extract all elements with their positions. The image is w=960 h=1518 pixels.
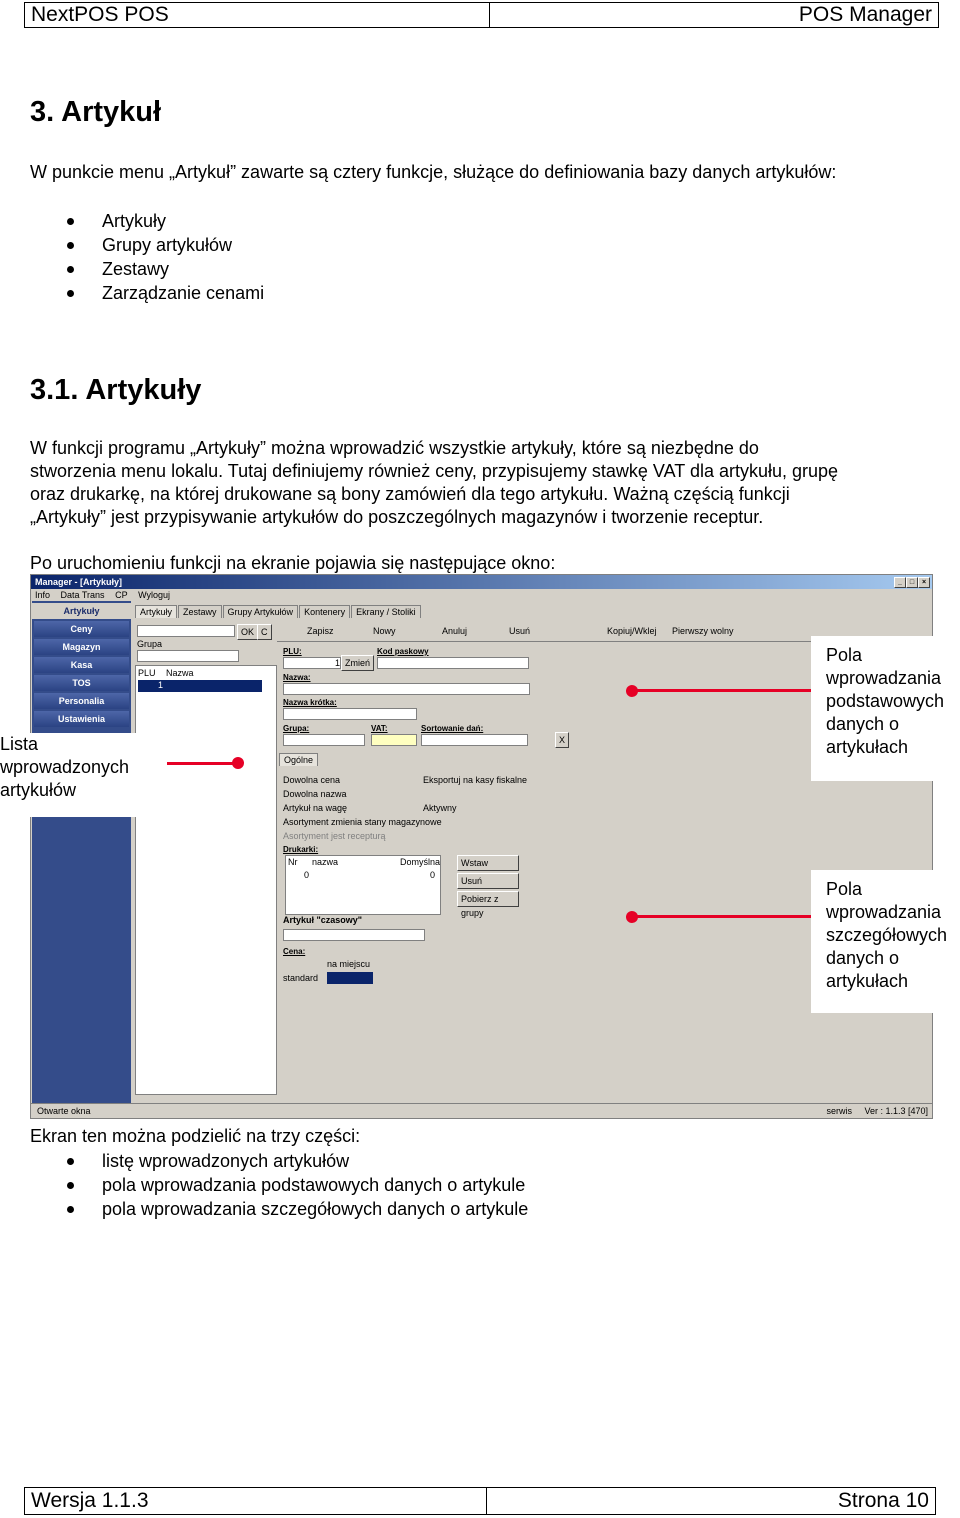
- paragraph-line: W funkcji programu „Artykuły” można wprowadzić wszystkie artykuły, które są niezbędne do: [30, 438, 759, 458]
- list-item: Zestawy: [30, 257, 264, 281]
- sidebar-item-ceny[interactable]: Ceny: [34, 621, 129, 637]
- col-nr: Nr: [288, 857, 298, 867]
- list-header-plu: PLU: [138, 668, 156, 678]
- tab-bar: [135, 605, 422, 619]
- section-list: [30, 209, 264, 305]
- callout-line: wprowadzonych: [0, 757, 130, 777]
- search-input[interactable]: [137, 625, 235, 637]
- sidebar-item-ustawienia[interactable]: Ustawienia: [34, 711, 129, 727]
- section-intro: W punkcie menu „Artykuł” zawarte są cztery funkcje, służące do definiowania bazy danych artykułów:: [30, 162, 837, 182]
- pointer-line-bottom: [632, 915, 811, 918]
- price-col-header: na miejscu: [327, 959, 373, 971]
- list-item: pola wprowadzania podstawowych danych o artykule: [30, 1173, 528, 1197]
- status-bar: [31, 1103, 932, 1118]
- copy-paste-button[interactable]: Kopiuj/Wklej: [607, 626, 657, 636]
- footer-version: Wersja 1.1.3: [25, 1488, 487, 1514]
- window-intro: Po uruchomieniu funkcji na ekranie pojawia się następujące okno:: [30, 553, 556, 573]
- first-free-checkbox[interactable]: Pierwszy wolny: [672, 626, 734, 636]
- group-label: Grupa:: [283, 724, 310, 733]
- callout-line: danych o: [826, 948, 900, 968]
- callout-line: szczegółowych: [826, 925, 948, 945]
- summary-list: [30, 1149, 528, 1221]
- free-price-checkbox[interactable]: Dowolna cena: [283, 775, 341, 785]
- callout-line: Pola: [826, 879, 863, 899]
- timed-checkbox[interactable]: Artykuł "czasowy": [283, 915, 363, 925]
- open-windows-button[interactable]: Otwarte okna: [37, 1106, 91, 1116]
- callout-line: artykułach: [826, 971, 909, 991]
- minimize-icon[interactable]: _: [894, 577, 906, 588]
- active-checkbox[interactable]: Aktywny: [423, 803, 457, 813]
- clear-sort-button[interactable]: X: [555, 732, 569, 748]
- sort-select[interactable]: [421, 734, 528, 746]
- sidebar-item-artykuly[interactable]: Artykuły: [32, 603, 131, 619]
- header-right: POS Manager: [798, 3, 932, 26]
- grupa-label: Grupa: [137, 639, 163, 649]
- callout-line: artykułach: [826, 737, 909, 757]
- clear-button[interactable]: C: [257, 624, 272, 640]
- tab-artykuly[interactable]: Artykuły: [135, 605, 177, 618]
- kod-label: Kod paskowy: [377, 647, 429, 656]
- pointer-line-left: [167, 762, 237, 765]
- section-title: 3. Artykuł: [30, 96, 162, 128]
- list-item: Zarządzanie cenami: [30, 281, 264, 305]
- list-item: Grupy artykułów: [30, 233, 264, 257]
- window-titlebar: [31, 575, 932, 589]
- export-checkbox[interactable]: Eksportuj na kasy fiskalne: [423, 775, 528, 785]
- pointer-line-top: [632, 689, 811, 692]
- maximize-icon[interactable]: □: [906, 577, 918, 588]
- sidebar-item-personalia[interactable]: Personalia: [34, 693, 129, 709]
- summary-intro: Ekran ten można podzielić na trzy części:: [30, 1126, 361, 1146]
- list-item: pola wprowadzania szczegółowych danych o artykule: [30, 1197, 528, 1221]
- price-label: Cena:: [283, 947, 306, 956]
- group-select[interactable]: [283, 734, 365, 746]
- app-screenshot: [30, 574, 933, 1119]
- paragraph-line: stworzenia menu lokalu. Tutaj definiujemy również ceny, przypisujemy stawkę VAT dla artykułu, grupę: [30, 461, 839, 481]
- page-footer: [24, 1487, 936, 1515]
- sidebar-item-magazyn[interactable]: Magazyn: [34, 639, 129, 655]
- short-name-field[interactable]: [283, 708, 417, 720]
- weight-checkbox[interactable]: Artykuł na wagę: [283, 803, 348, 813]
- name-field[interactable]: [283, 683, 530, 695]
- vat-label: VAT:: [371, 724, 388, 733]
- close-icon[interactable]: ×: [918, 577, 930, 588]
- page-header: [24, 2, 939, 28]
- list-item: listę wprowadzonych artykułów: [30, 1149, 528, 1173]
- printers-table[interactable]: [285, 855, 441, 915]
- grupa-select[interactable]: [137, 650, 239, 662]
- fetch-group-button[interactable]: Pobierz z grupy: [457, 891, 519, 907]
- cancel-button[interactable]: Anuluj: [442, 626, 468, 636]
- footer-page: Strona 10: [837, 1489, 929, 1512]
- recipe-checkbox[interactable]: Asortyment jest recepturą: [283, 831, 386, 841]
- tab-ogolne[interactable]: Ogólne: [279, 753, 318, 766]
- subsection-paragraph: [30, 437, 935, 529]
- tab-zestawy[interactable]: Zestawy: [178, 605, 222, 618]
- printers-label: Drukarki:: [283, 845, 319, 854]
- callout-list: [0, 733, 165, 817]
- callout-line: podstawowych: [826, 691, 945, 711]
- menu-item-wyloguj[interactable]: Wyloguj: [138, 590, 171, 600]
- plu-field[interactable]: 1: [283, 657, 341, 669]
- nazwa-label: Nazwa:: [283, 673, 311, 682]
- row-domyslna: 0: [430, 870, 436, 880]
- save-button[interactable]: Zapisz: [307, 626, 334, 636]
- sort-label: Sortowanie dań:: [421, 724, 484, 733]
- callout-line: wprowadzania: [826, 668, 942, 688]
- row-nr: 0: [304, 870, 310, 880]
- remove-button[interactable]: Usuń: [457, 873, 519, 889]
- change-button[interactable]: Zmień: [341, 655, 374, 671]
- price-row-label: standard: [283, 973, 319, 983]
- list-header-nazwa: Nazwa: [166, 668, 194, 678]
- new-button[interactable]: Nowy: [373, 626, 396, 636]
- callout-basic-fields: [811, 636, 960, 781]
- tab-kontenery[interactable]: Kontenery: [299, 605, 350, 618]
- delete-button[interactable]: Usuń: [509, 626, 531, 636]
- pointer-dot-left: [232, 757, 244, 769]
- sidebar: [32, 601, 131, 1119]
- subsection-title: 3.1. Artykuły: [30, 374, 202, 406]
- col-nazwa: nazwa: [312, 857, 339, 867]
- menu-bar: [31, 589, 932, 601]
- paragraph-line: „Artykuły” jest przypisywanie artykułów do poszczególnych magazynów i tworzenie receptur.: [30, 507, 764, 527]
- sidebar-item-tos[interactable]: TOS: [34, 675, 129, 691]
- callout-line: danych o: [826, 714, 900, 734]
- insert-button[interactable]: Wstaw: [457, 855, 519, 871]
- callout-line: Lista: [0, 734, 39, 754]
- free-name-checkbox[interactable]: Dowolna nazwa: [283, 789, 347, 799]
- menu-item-cp[interactable]: CP: [115, 590, 128, 600]
- plu-label: PLU:: [283, 647, 302, 656]
- article-list[interactable]: [135, 665, 277, 1095]
- price-cell[interactable]: [327, 972, 373, 984]
- ok-button[interactable]: OK: [237, 624, 258, 640]
- short-name-label: Nazwa krótka:: [283, 698, 337, 707]
- tab-grupy[interactable]: Grupy Artykułów: [223, 605, 299, 618]
- status-version: Ver : 1.1.3 [470]: [864, 1106, 928, 1116]
- callout-line: Pola: [826, 645, 863, 665]
- col-domyslna: Domyślna: [400, 857, 441, 867]
- sidebar-item-kasa[interactable]: Kasa: [34, 657, 129, 673]
- timed-select[interactable]: [283, 929, 425, 941]
- table-row[interactable]: 1: [138, 680, 262, 692]
- tab-ekrany[interactable]: Ekrany / Stoliki: [351, 605, 421, 618]
- callout-line: wprowadzania: [826, 902, 942, 922]
- stock-checkbox[interactable]: Asortyment zmienia stany magazynowe: [283, 817, 442, 827]
- callout-detail-fields: [811, 870, 960, 1013]
- barcode-field[interactable]: [377, 657, 529, 669]
- status-user: serwis: [826, 1106, 852, 1116]
- callout-line: artykułów: [0, 780, 77, 800]
- header-left: NextPOS POS: [25, 3, 490, 27]
- paragraph-line: oraz drukarkę, na której drukowane są bony zamówień dla tego artykułu. Ważną częścią funkcji: [30, 484, 790, 504]
- vat-select[interactable]: [371, 734, 417, 746]
- window-title: Manager - [Artykuły]: [35, 577, 123, 587]
- menu-item-data-trans[interactable]: Data Trans: [60, 590, 105, 600]
- list-item: Artykuły: [30, 209, 264, 233]
- menu-item-info[interactable]: Info: [35, 590, 51, 600]
